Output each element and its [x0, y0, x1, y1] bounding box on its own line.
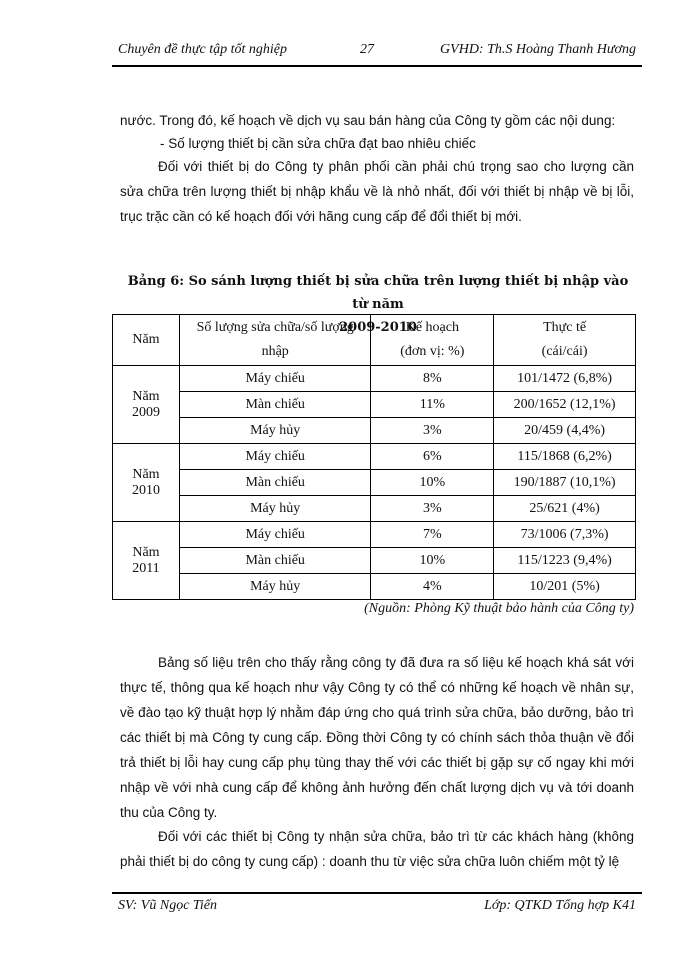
actual-cell: 10/201 (5%) — [494, 574, 636, 600]
item-cell: Máy hủy — [179, 496, 371, 522]
actual-cell: 20/459 (4,4%) — [494, 418, 636, 444]
item-cell: Máy chiếu — [179, 522, 371, 548]
plan-cell: 11% — [371, 392, 494, 418]
header-item: Số lượng sửa chữa/số lượng nhập — [179, 315, 371, 366]
page-header — [112, 40, 642, 64]
table-source: (Nguồn: Phòng Kỹ thuật bảo hành của Công ty) — [364, 601, 634, 616]
plan-cell: 8% — [371, 366, 494, 392]
table-row — [113, 418, 636, 444]
table-row — [113, 548, 636, 574]
item-cell: Máy chiếu — [179, 444, 371, 470]
actual-cell: 190/1887 (10,1%) — [494, 470, 636, 496]
plan-cell: 4% — [371, 574, 494, 600]
plan-cell: 6% — [371, 444, 494, 470]
plan-cell: 7% — [371, 522, 494, 548]
actual-cell: 115/1868 (6,2%) — [494, 444, 636, 470]
comparison-table — [112, 314, 636, 600]
plan-cell: 10% — [371, 548, 494, 574]
header-rule — [112, 65, 642, 67]
table-row — [113, 574, 636, 600]
year-cell: Năm 2011 — [113, 522, 180, 600]
actual-cell: 200/1652 (12,1%) — [494, 392, 636, 418]
page-footer — [112, 898, 642, 922]
item-cell: Màn chiếu — [179, 392, 371, 418]
bullet-item: - Số lượng thiết bị cần sửa chữa đạt bao nhiêu chiếc — [160, 136, 476, 151]
plan-cell: 10% — [371, 470, 494, 496]
header-plan: Kế hoạch (đơn vị: %) — [371, 315, 494, 366]
year-cell: Năm 2010 — [113, 444, 180, 522]
actual-cell: 73/1006 (7,3%) — [494, 522, 636, 548]
item-cell: Máy chiếu — [179, 366, 371, 392]
header-actual: Thực tế (cái/cái) — [494, 315, 636, 366]
caption-line-2: 2009-2010 — [339, 320, 417, 335]
caption-line-1: Bảng 6: So sánh lượng thiết bị sửa chữa trên lượng thiết bị nhập vào từ năm — [127, 274, 629, 312]
header-advisor: GVHD: Th.S Hoàng Thanh Hương — [440, 42, 636, 57]
actual-cell: 25/621 (4%) — [494, 496, 636, 522]
actual-cell: 101/1472 (6,8%) — [494, 366, 636, 392]
body-paragraph-2: Đối với các thiết bị Công ty nhận sửa chữa, bảo trì từ các khách hàng (không phải thiết bị do công ty cung cấp) : doanh thu từ việc sửa chữa luôn chiếm một tỷ lệ — [120, 829, 634, 869]
plan-cell: 3% — [371, 418, 494, 444]
intro-line: nước. Trong đó, kế hoạch về dịch vụ sau bán hàng của Công ty gồm các nội dung: — [120, 113, 616, 128]
header-title: Chuyên đề thực tập tốt nghiệp — [118, 42, 287, 57]
body-paragraph-1: Bảng số liệu trên cho thấy rằng công ty đã đưa ra số liệu kế hoạch khá sát với thực tế, thông qua kế hoạch như vậy Công ty có thể có những kế hoạch về nhân sự, về đào tạo kỹ thuật hợp lý nhằm đáp ứng cho quá trình sửa chữa, bảo dưỡng, bảo trì các thiết bị mà Công ty cung cấp. Đồng thời Công ty có chính sách thỏa thuận về đổi trả thiết bị lỗi hay cung cấp phụ tùng thay thế với các thiết bị gặp sự cố ngay khi mới nhập về với nhà cung cấp để không ảnh hưởng đến chất lượng dịch vụ và tới doanh thu của Công ty. — [120, 655, 634, 820]
item-cell: Máy hủy — [179, 418, 371, 444]
plan-cell: 3% — [371, 496, 494, 522]
table-row — [113, 496, 636, 522]
item-cell: Màn chiếu — [179, 548, 371, 574]
table-row — [113, 366, 636, 392]
footer-student: SV: Vũ Ngọc Tiến — [118, 898, 218, 913]
footer-rule — [112, 892, 642, 894]
header-year: Năm — [113, 315, 180, 366]
page-number: 27 — [360, 42, 374, 57]
item-cell: Màn chiếu — [179, 470, 371, 496]
table-row — [113, 444, 636, 470]
year-cell: Năm 2009 — [113, 366, 180, 444]
intro-paragraph: Đối với thiết bị do Công ty phân phối cần phải chú trọng sao cho lượng cần sửa chữa trên lượng thiết bị nhập khẩu về là nhỏ nhất, đối với thiết bị nhập về bị lỗi, trục trặc cần có kế hoạch đối với hãng cung cấp để đổi thiết bị mới. — [120, 159, 634, 224]
table-row — [113, 392, 636, 418]
item-cell: Máy hủy — [179, 574, 371, 600]
footer-class: Lớp: QTKD Tổng hợp K41 — [484, 898, 636, 913]
table-row — [113, 522, 636, 548]
actual-cell: 115/1223 (9,4%) — [494, 548, 636, 574]
table-header-row — [113, 315, 636, 366]
table-row — [113, 470, 636, 496]
